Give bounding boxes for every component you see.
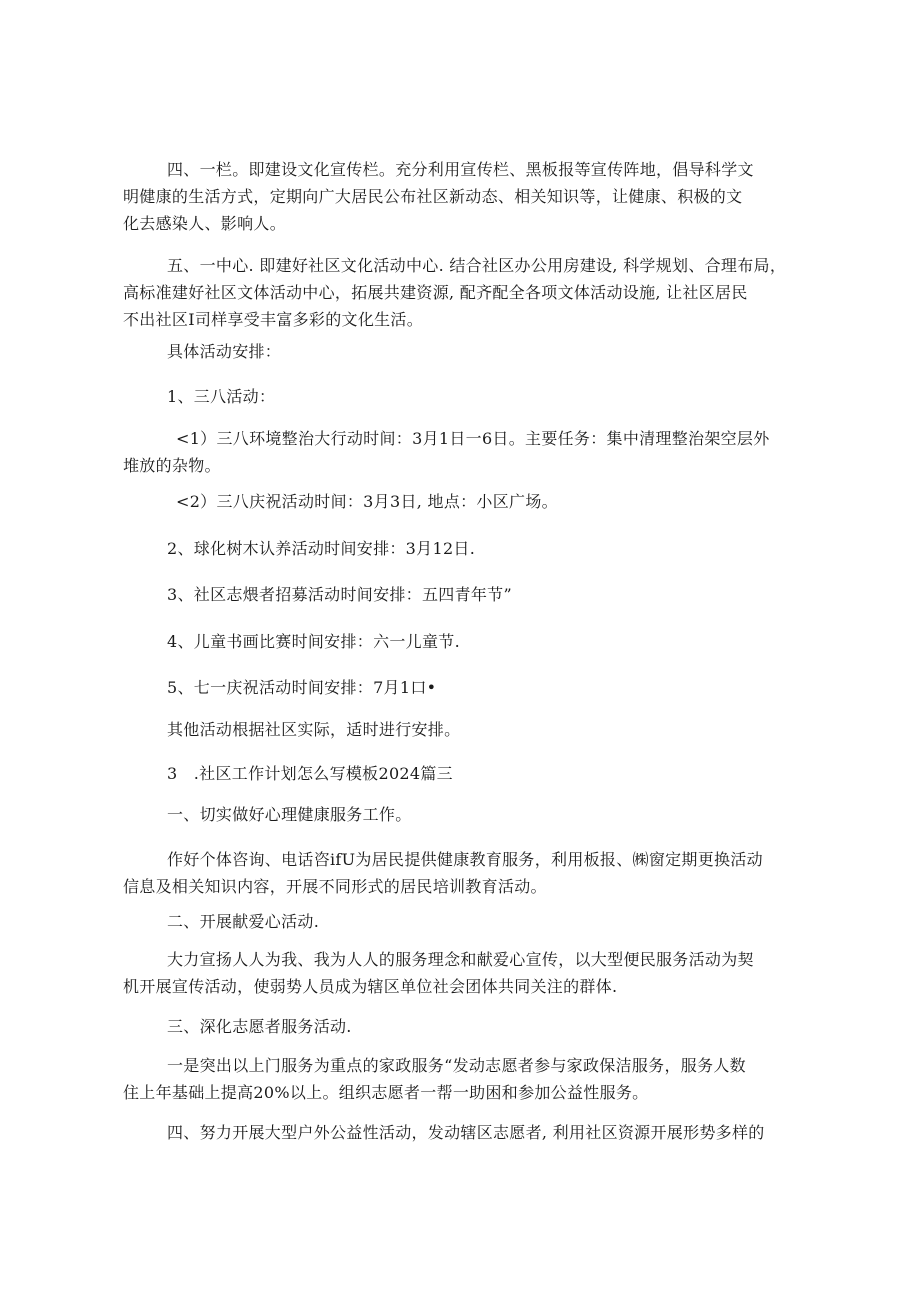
paragraph-line: 3 .社区工作计划怎么写模板2024篇三 <box>167 764 453 783</box>
paragraph-line: 作好个体咨询、电话咨ifU为居民提供健康教育服务，利用板报、㈱窗定期更换活动 <box>167 850 763 869</box>
sub-item-1 <box>123 425 776 479</box>
paragraph <box>123 1052 787 1106</box>
paragraph <box>167 716 787 743</box>
paragraph-line: 不出社区I司样享受丰富多彩的文化生活。 <box>123 310 424 329</box>
paragraph-line: 一、切实做好心理健康服务工作。 <box>167 805 412 824</box>
section-title <box>167 760 787 787</box>
section-heading <box>167 1119 787 1146</box>
paragraph-line: 其他活动根据社区实际，适时进行安排。 <box>167 720 461 739</box>
paragraph-line: 五、一中心. 即建好社区文化活动中心. 结合社区办公用房建设, 科学规划、合理布局， <box>167 256 787 275</box>
paragraph-line: 高标准建好社区文体活动中心，拓展共建资源, 配齐配全各项文体活动设施, 让社区居民 <box>123 283 748 302</box>
paragraph-line: 化去感染人、影响人。 <box>123 214 287 233</box>
paragraph-line: 1、三八活动： <box>167 387 276 406</box>
paragraph-line: 具体活动安排： <box>167 342 282 361</box>
paragraph-line: 大力宣扬人人为我、我为人人的服务理念和献爱心宣传，以大型便民服务活动为契 <box>167 950 754 969</box>
paragraph-2 <box>123 252 787 333</box>
paragraph-line: 明健康的生活方式，定期向广大居民公布社区新动态、相关知识等，让健康、积极的文 <box>123 187 743 206</box>
paragraph-line: 机开展宣传活动，使弱势人员成为辖区单位社会团体共同关注的群体. <box>123 977 618 996</box>
section-heading <box>167 338 787 365</box>
paragraph-line: <2）三八庆祝活动时间：3月3日, 地点：小区广场。 <box>176 492 558 511</box>
list-item <box>167 581 787 608</box>
paragraph-line: 2、球化树木认养活动时间安排：3月12日. <box>167 539 476 558</box>
paragraph-line: 二、开展献爱心活动. <box>167 912 320 931</box>
paragraph-line: 住上年基础上提高20%以上。组织志愿者一帮一助困和参加公益性服务。 <box>123 1083 649 1102</box>
sub-item-2 <box>176 488 776 515</box>
paragraph-line: <1）三八环境整治大行动时间：3月1日一6日。主要任务：集中清理整治架空层外 <box>176 429 770 448</box>
section-heading <box>167 1013 787 1040</box>
list-item <box>167 383 787 410</box>
paragraph-line: 三、深化志愿者服务活动. <box>167 1017 352 1036</box>
section-heading <box>167 908 787 935</box>
paragraph-line: 4、儿童书画比赛时间安排：六一儿童节. <box>167 632 460 651</box>
paragraph-line: 5、七一庆祝活动时间安排：7月1口• <box>167 678 437 697</box>
paragraph-line: 堆放的杂物。 <box>123 456 221 475</box>
list-item <box>167 628 787 655</box>
paragraph-line: 四、努力开展大型户外公益性活动，发动辖区志愿者, 利用社区资源开展形势多样的 <box>167 1123 765 1142</box>
paragraph-line: 一是突出以上门服务为重点的家政服务“发动志愿者参与家政保洁服务，服务人数 <box>167 1056 746 1075</box>
paragraph-line: 3、社区志煨者招募活动时间安排：五四青年节” <box>167 585 512 604</box>
list-item <box>167 535 787 562</box>
paragraph <box>123 846 787 900</box>
list-item <box>167 674 787 701</box>
section-heading <box>167 801 787 828</box>
paragraph-line: 四、一栏。即建设文化宣传栏。充分利用宣传栏、黑板报等宣传阵地，倡导科学文 <box>167 160 754 179</box>
paragraph-line: 信息及相关知识内容，开展不同形式的居民培训教育活动。 <box>123 877 547 896</box>
paragraph-1 <box>123 156 787 237</box>
paragraph <box>123 946 787 1000</box>
